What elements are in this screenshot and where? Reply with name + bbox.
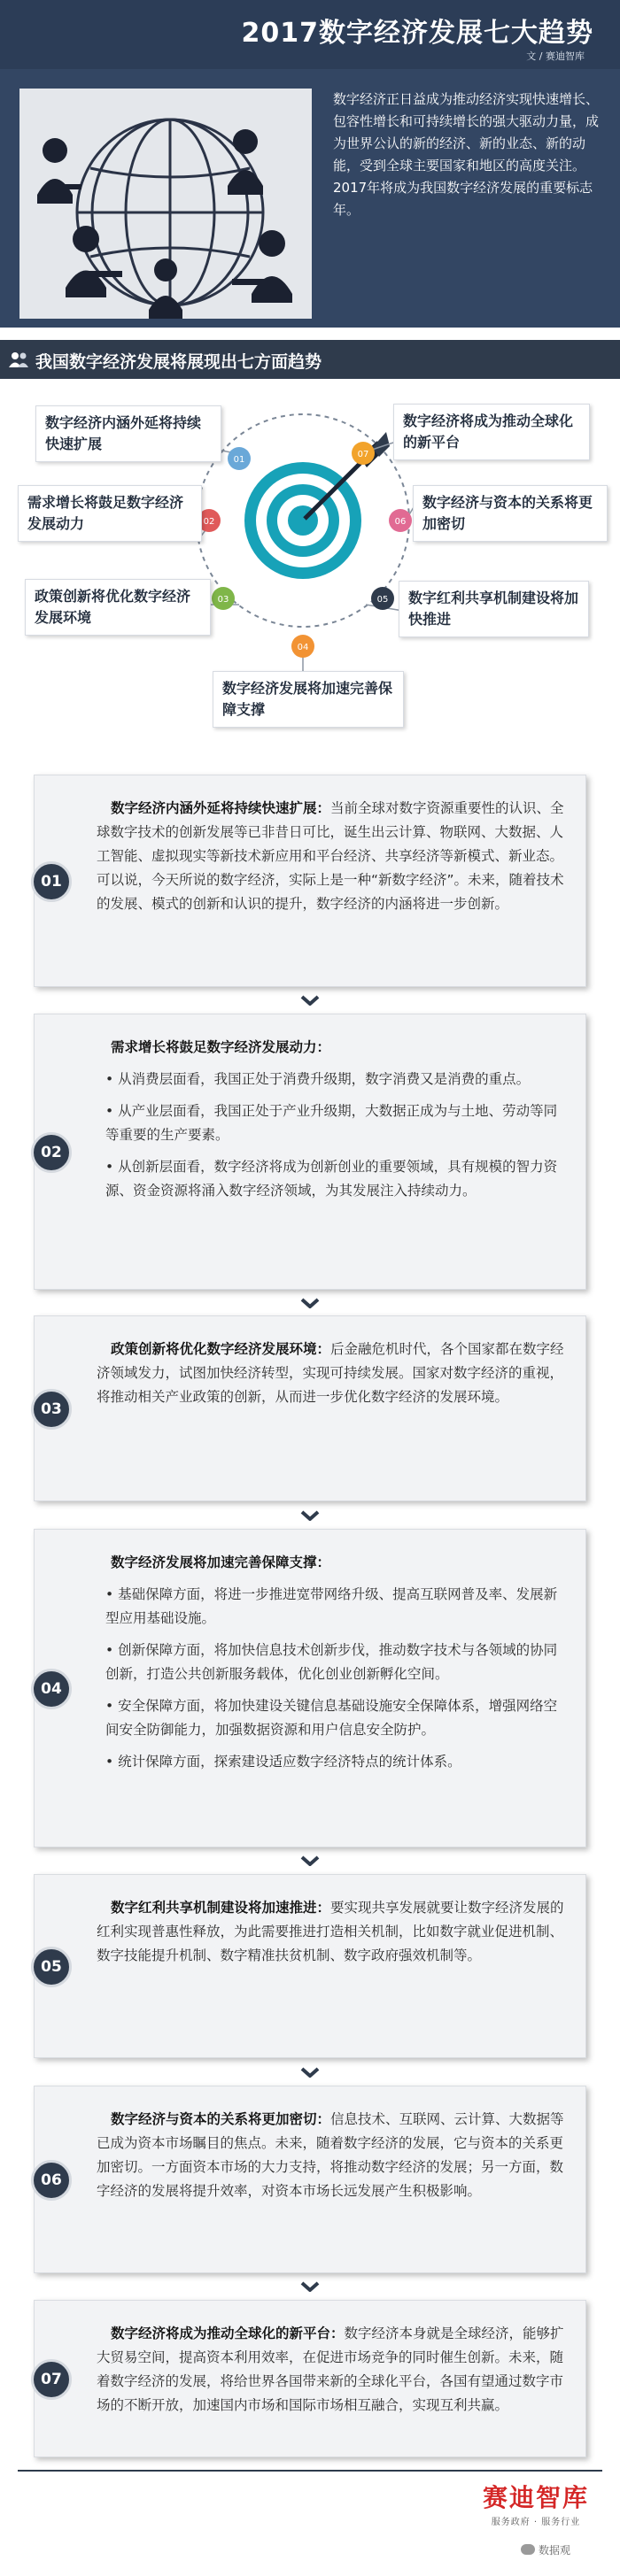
trend-card-03 [34,1315,586,1501]
trend-dot-number: 05 [376,595,389,605]
chevron-down-icon [299,2067,321,2078]
brand-logo [469,2479,602,2527]
trend-box-03: 政策创新将优化数字经济发展环境 [25,579,211,636]
card-lead: 数字经济将成为推动全球化的新平台： [111,2325,345,2341]
chevron-down-icon [299,1855,321,1866]
card-text: • 安全保障方面，将加快建设关键信息基础设施安全保障体系，增强网络空间安全防御能力，加强数据资源和用户信息安全防护。 [105,1698,558,1738]
card-lead: 政策创新将优化数字经济发展环境： [111,1341,331,1357]
card-paragraph [97,1338,570,1409]
card-body [97,797,570,924]
card-body [97,2322,570,2426]
card-body [97,1896,570,1976]
card-paragraph [97,1036,570,1060]
card-number-badge: 03 [31,1389,72,1430]
card-paragraph [97,2322,570,2418]
card-number-badge: 02 [31,1132,72,1173]
card-text: 信息技术、互联网、云计算、大数据等已成为资本市场瞩目的焦点。未来，随着数字经济的发展，它与资本的关系更加密切。一方面资本市场的大力支持，将推动数字经济的发展；另一方面，数字经济的发展将提升效率，对资本市场长远发展产生积极影响。 [97,2111,564,2199]
hero-illustration [19,89,312,319]
trend-dot-number: 04 [297,643,309,652]
trend-card-01 [34,775,586,987]
chevron-down-icon [299,1510,321,1521]
people-icon [9,351,28,368]
page-title: 2017数字经济发展七大趋势 [241,18,593,49]
card-lead: 需求增长将鼓足数字经济发展动力： [111,1039,331,1055]
card-paragraph [97,1639,570,1686]
intro-paragraph: 数字经济正日益成为推动经济实现快速增长、包容性增长和可持续增长的强大驱动力量，成为世界公认的新的经济、新的业态、新的动能，受到全球主要国家和地区的高度关注。2017年将成为我国数字经济发展的重要标志年。 [333,91,600,218]
trend-card-02 [34,1014,586,1290]
card-paragraph [97,1750,570,1774]
card-text: • 从创新层面看，数字经济将成为创新创业的重要领域，具有规模的智力资源、资金资源将涌入数字经济领域，为其发展注入持续动力。 [105,1159,558,1199]
card-text: • 基础保障方面，将进一步推进宽带网络升级、提高互联网普及率、发展新型应用基础设施。 [105,1586,558,1626]
card-text: • 创新保障方面，将加快信息技术创新步伐，推动数字技术与各领域的协同创新，打造公共创新服务载体，优化创业创新孵化空间。 [105,1642,558,1682]
wechat-source: 数据观 [521,2542,570,2557]
trend-box-06: 数字经济与资本的关系将更加密切 [413,485,608,542]
card-text: 后金融危机时代，各个国家都在数字经济领域发力，试图加快经济转型，实现可持续发展。国家对数字经济的重视，将推动相关产业政策的创新，从而进一步优化数字经济的发展环境。 [97,1341,564,1405]
card-text: • 统计保障方面，探索建设适应数字经济特点的统计体系。 [105,1754,461,1770]
card-number-badge: 06 [31,2160,72,2201]
card-paragraph [97,797,570,916]
wechat-icon [521,2544,535,2555]
brand-name: 赛迪智库 [482,2483,589,2512]
trend-card-05 [34,1874,586,2058]
trend-dot-number: 06 [394,517,407,527]
trends-diagram [0,379,620,760]
card-lead: 数字经济与资本的关系将更加密切： [111,2111,331,2127]
chevron-down-icon [299,995,321,1006]
section-heading-bar [0,340,620,379]
card-paragraph [97,1551,570,1575]
card-paragraph [97,1694,570,1742]
card-number-badge: 05 [31,1947,72,1987]
card-paragraph [97,1068,570,1091]
card-lead: 数字经济内涵外延将持续快速扩展： [111,800,331,816]
card-lead: 数字红利共享机制建设将加速推进： [111,1900,331,1916]
card-paragraph [97,1099,570,1147]
trend-dot-number: 07 [357,450,369,459]
chevron-down-icon [299,1298,321,1308]
title-bar [0,0,620,69]
brand-slogan: 服务政府 · 服务行业 [491,2518,581,2527]
trend-dot-number: 03 [217,595,229,605]
trend-box-05: 数字红利共享机制建设将加快推进 [399,581,589,637]
chevron-down-icon [299,2281,321,2292]
card-paragraph [97,2108,570,2203]
card-body [97,1338,570,1417]
card-text: 当前全球对数字资源重要性的认识、全球数字技术的创新发展等已非昔日可比，诞生出云计算、物联网、大数据、人工智能、虚拟现实等新技术新应用和平台经济、共享经济等新模式、新业态。可以说，今天所说的数字经济，实际上是一种“新数字经济”。未来，随着技术的发展、模式的创新和认识的提升，数字经济的内涵将进一步创新。 [97,800,564,912]
trend-card-04 [34,1529,586,1847]
globe-people-illustration [19,89,312,319]
card-text: 要实现共享发展就要让数字经济发展的红利实现普惠性释放，为此需要推进打造相关机制，比如数字就业促进机制、数字技能提升机制、数字精准扶贫机制、数字政府强效机制等。 [97,1900,564,1963]
card-lead: 数字经济发展将加速完善保障支撑： [111,1554,331,1570]
card-body [97,1551,570,1782]
trend-card-06 [34,2086,586,2273]
card-paragraph [97,1583,570,1631]
trend-box-07: 数字经济将成为推动全球化的新平台 [393,404,590,460]
hero-banner [0,0,620,328]
trend-card-07 [34,2300,586,2457]
card-paragraph [97,1155,570,1203]
card-text: 数字经济本身就是全球经济，能够扩大贸易空间，提高资本利用效率，在促进市场竞争的同时催生创新。未来，随着数字经济的发展，将给世界各国带来新的全球化平台，各国有望通过数字市场的不断开放，加速国内市场和国际市场相互融合，实现互利共赢。 [97,2325,564,2413]
trend-dot-number: 01 [233,455,245,465]
card-number-badge: 01 [31,861,72,902]
card-text: • 从消费层面看，我国正处于消费升级期，数字消费又是消费的重点。 [105,1071,531,1087]
card-body [97,2108,570,2211]
card-number-badge: 07 [31,2359,72,2400]
card-number-badge: 04 [31,1669,72,1709]
trend-box-04: 数字经济发展将加速完善保障支撑 [213,671,404,728]
card-text: • 从产业层面看，我国正处于产业升级期，大数据正成为与土地、劳动等同等重要的生产要素。 [105,1103,558,1143]
card-paragraph [97,1896,570,1968]
card-body [97,1036,570,1211]
byline: 文 / 赛迪智库 [526,50,585,62]
footer-divider [18,2470,602,2472]
section-heading: 我国数字经济发展将展现出七方面趋势 [35,352,322,372]
trend-dot-number: 02 [203,517,215,527]
trend-box-01: 数字经济内涵外延将持续快速扩展 [35,405,221,462]
trend-box-02: 需求增长将鼓足数字经济发展动力 [18,485,202,542]
